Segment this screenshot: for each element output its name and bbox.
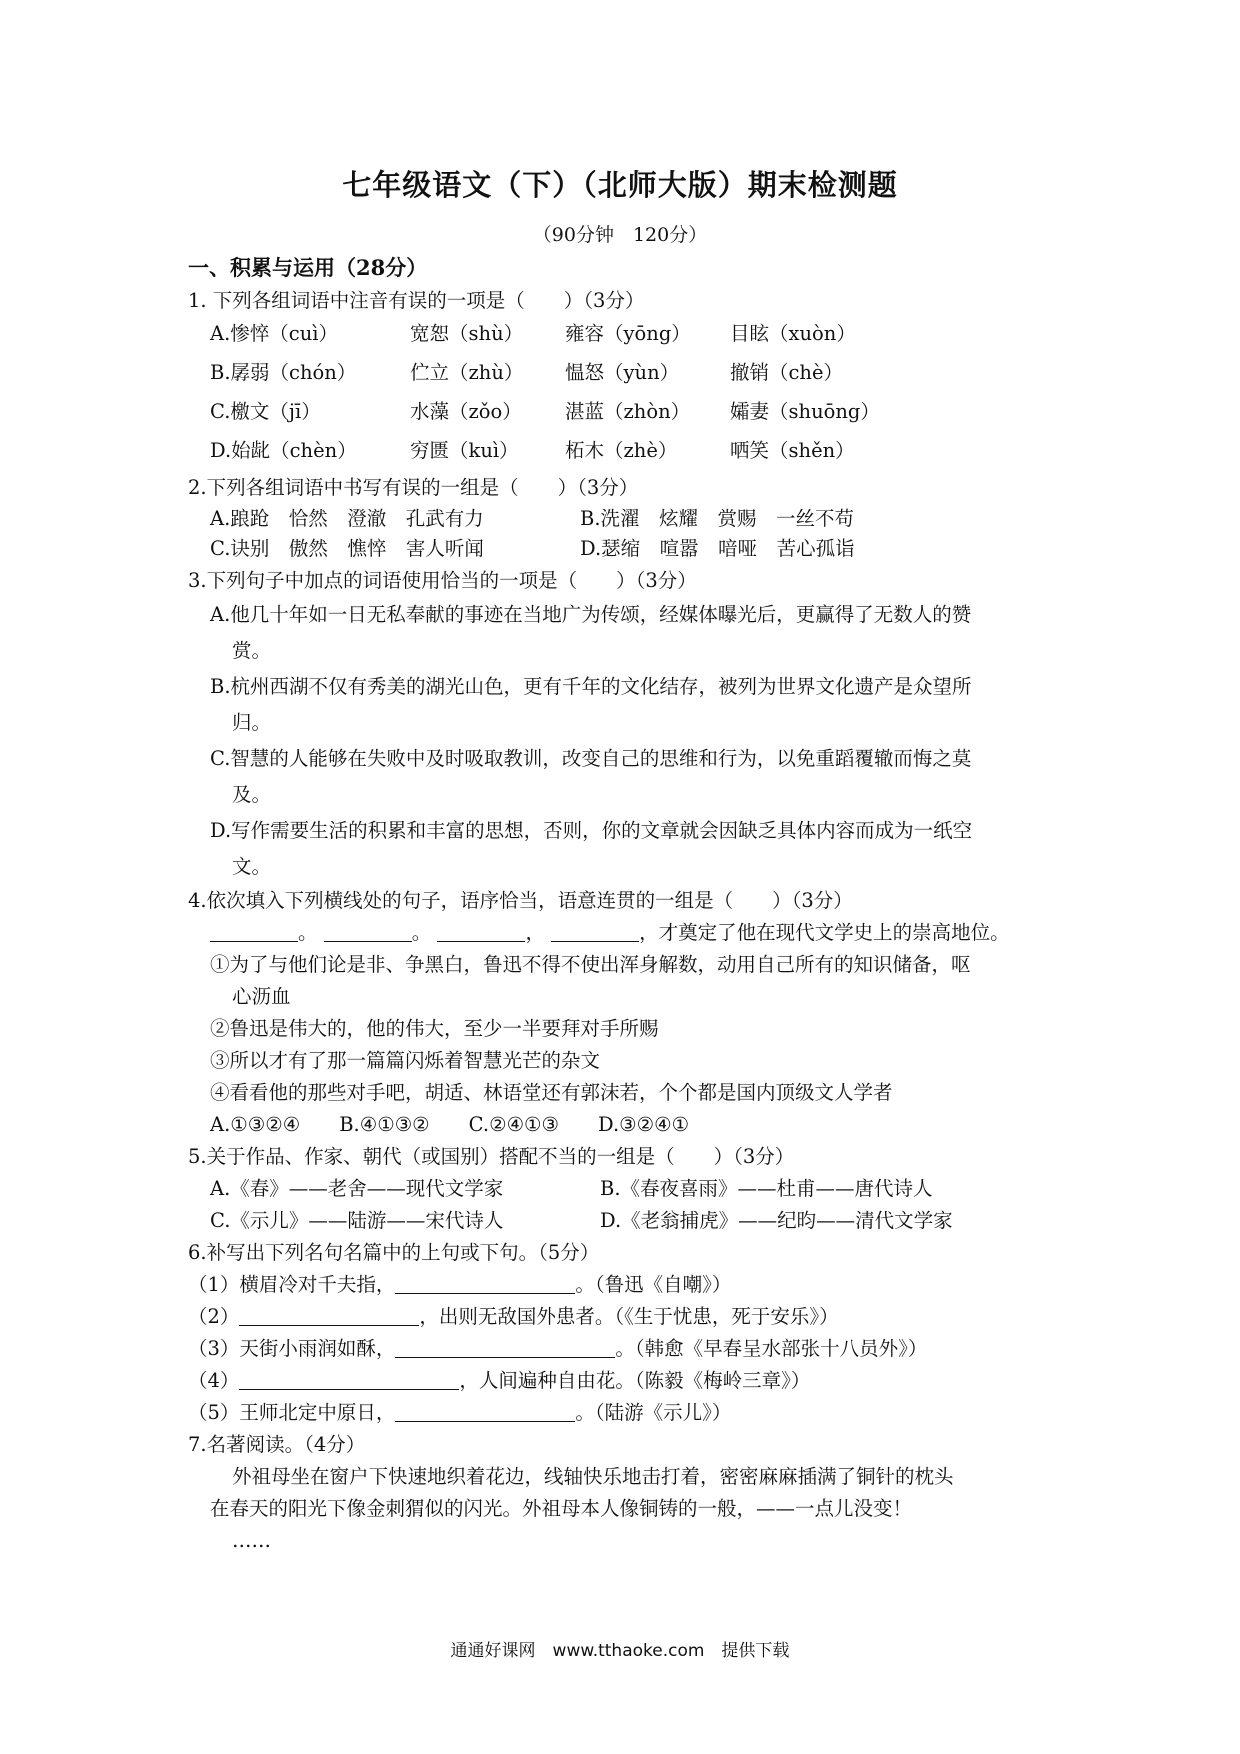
- option-d-line2: 文。: [232, 855, 272, 878]
- question-1-stem: 1. 下列各组词语中注音有误的一项是（ ）（3分）: [188, 289, 645, 312]
- question-5-options: [188, 1173, 1068, 1237]
- option-row: [210, 534, 1068, 564]
- option-cell: 孀妻（shuōng）: [730, 400, 880, 423]
- option-cell: 柘木（zhè）: [565, 439, 678, 462]
- answer-blank[interactable]: [395, 1399, 575, 1422]
- option-cell: B.孱弱（chón）: [210, 361, 357, 384]
- option-cell: C.檄文（jī）: [210, 400, 321, 423]
- option-c-line1: C.智慧的人能够在失败中及时吸取教训，改变自己的思维和行为，以免重蹈覆辙而悔之莫: [210, 747, 972, 770]
- option-cell: 湛蓝（zhòn）: [565, 400, 691, 423]
- fill-line-5: [188, 1397, 1068, 1429]
- option-d: D.《老翁捕虎》——纪昀——清代文学家: [600, 1209, 953, 1232]
- answer-blank[interactable]: [210, 919, 298, 942]
- option-row-a: [210, 317, 1068, 350]
- option-cell: B.洗濯 炫耀 赏赐 一丝不苟: [580, 507, 855, 530]
- option-cell: 撤销（chè）: [730, 361, 844, 384]
- question-3-options: [188, 597, 1068, 885]
- punctuation: 。: [411, 921, 432, 944]
- question-2-options: [188, 504, 1068, 564]
- answer-blank[interactable]: [324, 919, 412, 942]
- fill-suffix: ，人间遍种自由花。（陈毅《梅岭三章》）: [459, 1369, 811, 1392]
- reading-paragraph-line2: 在春天的阳光下像金刺猬似的闪光。外祖母本人像铜铸的一般，——一点儿没变！: [210, 1497, 913, 1520]
- fill-suffix: ，出则无敌国外患者。（《生于忧患，死于安乐》）: [419, 1305, 839, 1328]
- option-d-line1: D.写作需要生活的积累和丰富的思想，否则，你的文章就会因缺乏具体内容而成为一纸空: [210, 819, 973, 842]
- option-a: A.《春》——老舍——现代文学家: [210, 1177, 504, 1200]
- option-cell: C.诀别 傲然 憔悴 害人听闻: [210, 537, 484, 560]
- fill-line-4: [188, 1365, 1068, 1397]
- option-cell: 水藻（zǒo）: [410, 400, 522, 423]
- option-row: [210, 504, 1068, 534]
- answer-blank[interactable]: [395, 1335, 615, 1358]
- option-cell: A.惨悴（cuì）: [210, 322, 338, 345]
- answer-blank[interactable]: [239, 1303, 419, 1326]
- option-cell: 雍容（yōng）: [565, 322, 691, 345]
- page-title: 七年级语文（下）（北师大版）期末检测题: [342, 168, 898, 202]
- item-1-line1: ①为了与他们论是非、争黑白，鲁迅不得不使出浑身解数，动用自己所有的知识储备，呕: [210, 953, 971, 976]
- fill-suffix: 。（鲁迅《自嘲》）: [575, 1273, 732, 1296]
- item-2: ②鲁迅是伟大的，他的伟大，至少一半要拜对手所赐: [210, 1017, 659, 1040]
- question-7-stem: 7.名著阅读。（4分）: [188, 1433, 366, 1456]
- answer-blank[interactable]: [395, 1271, 575, 1294]
- option-c-line2: 及。: [232, 783, 272, 806]
- questions: [188, 284, 1068, 1557]
- punctuation: 。: [298, 921, 318, 944]
- answer-blank[interactable]: [437, 919, 525, 942]
- question-5-stem: 5.关于作品、作家、朝代（或国别）搭配不当的一组是（ ）（3分）: [188, 1145, 795, 1168]
- option-c: C.《示儿》——陆游——宋代诗人: [210, 1209, 504, 1232]
- option-a-line1: A.他几十年如一日无私奉献的事迹在当地广为传颂，经媒体曝光后，更赢得了无数人的赞: [210, 603, 972, 626]
- option-row-b: [210, 356, 1068, 389]
- fill-prefix: （5）王师北定中原日，: [188, 1401, 396, 1424]
- item-1-line2: 心沥血: [232, 985, 291, 1008]
- fill-line-1: [188, 1269, 1068, 1301]
- fill-prefix: （2）: [188, 1305, 240, 1328]
- question-4-blanks: [188, 917, 1068, 949]
- option-b-line1: B.杭州西湖不仅有秀美的湖光山色，更有千年的文化结存，被列为世界文化遗产是众望所: [210, 675, 972, 698]
- option-cell: 伫立（zhù）: [410, 361, 524, 384]
- option-cell: 哂笑（shěn）: [730, 439, 855, 462]
- question-4-stem: 4.依次填入下列横线处的句子，语序恰当，语意连贯的一组是（ ）（3分）: [188, 889, 853, 912]
- option-cell: D.始龀（chèn）: [210, 439, 357, 462]
- punctuation: ，: [525, 921, 545, 944]
- fill-line-3: [188, 1333, 1068, 1365]
- fill-prefix: （3）天街小雨润如酥，: [188, 1337, 396, 1360]
- option-cell: D.瑟缩 喧嚣 喑哑 苦心孤诣: [580, 537, 855, 560]
- section-heading: 一、积累与运用（28分）: [188, 255, 428, 280]
- option-cell: 目眩（xuòn）: [730, 322, 856, 345]
- page-footer: 通通好课网 www.tthaoke.com 提供下载: [450, 1641, 790, 1661]
- question-3-stem: 3.下列句子中加点的词语使用恰当的一项是（ ）（3分）: [188, 569, 697, 592]
- question-6-stem: 6.补写出下列名句名篇中的上句或下句。（5分）: [188, 1241, 600, 1264]
- fill-suffix: 。（韩愈《早春呈水部张十八员外》）: [615, 1337, 928, 1360]
- question-2-stem: 2.下列各组词语中书写有误的一组是（ ）（3分）: [188, 476, 639, 499]
- question-1-options: [188, 317, 1068, 467]
- option-b: B.《春夜喜雨》——杜甫——唐代诗人: [600, 1177, 933, 1200]
- option-cell: 宽恕（shù）: [410, 322, 524, 345]
- option-row: [210, 1173, 1068, 1205]
- item-3: ③所以才有了那一篇篇闪烁着智慧光芒的杂文: [210, 1049, 601, 1072]
- fill-suffix: 。（陆游《示儿》）: [575, 1401, 732, 1424]
- item-4: ④看看他的那些对手吧，胡适、林语堂还有郭沫若，个个都是国内顶级文人学者: [210, 1081, 893, 1104]
- option-a-line2: 赏。: [232, 639, 272, 662]
- option-row: [210, 1205, 1068, 1237]
- reading-ellipsis: ……: [232, 1529, 271, 1552]
- fill-prefix: （4）: [188, 1369, 240, 1392]
- answer-blank[interactable]: [551, 919, 639, 942]
- fill-line-2: [188, 1301, 1068, 1333]
- option-cell: 穷匮（kuì）: [410, 439, 519, 462]
- sentence-tail: ，才奠定了他在现代文学史上的崇高地位。: [639, 921, 1010, 944]
- option-row-c: [210, 395, 1068, 428]
- answer-blank[interactable]: [239, 1367, 459, 1390]
- option-b-line2: 归。: [232, 711, 272, 734]
- question-4-options: A.①③②④ B.④①③② C.②④①③ D.③②④①: [210, 1113, 690, 1136]
- option-cell: 愠怒（yùn）: [565, 361, 680, 384]
- question-4-items: [188, 949, 1068, 1141]
- option-row-d: [210, 434, 1068, 467]
- fill-prefix: （1）横眉冷对千夫指，: [188, 1273, 396, 1296]
- reading-paragraph-line1: 外祖母坐在窗户下快速地织着花边，线轴快乐地击打着，密密麻麻插满了铜针的枕头: [232, 1465, 954, 1488]
- option-cell: A.踉跄 恰然 澄澈 孔武有力: [210, 507, 484, 530]
- exam-duration-score: （90分钟 120分）: [532, 224, 708, 246]
